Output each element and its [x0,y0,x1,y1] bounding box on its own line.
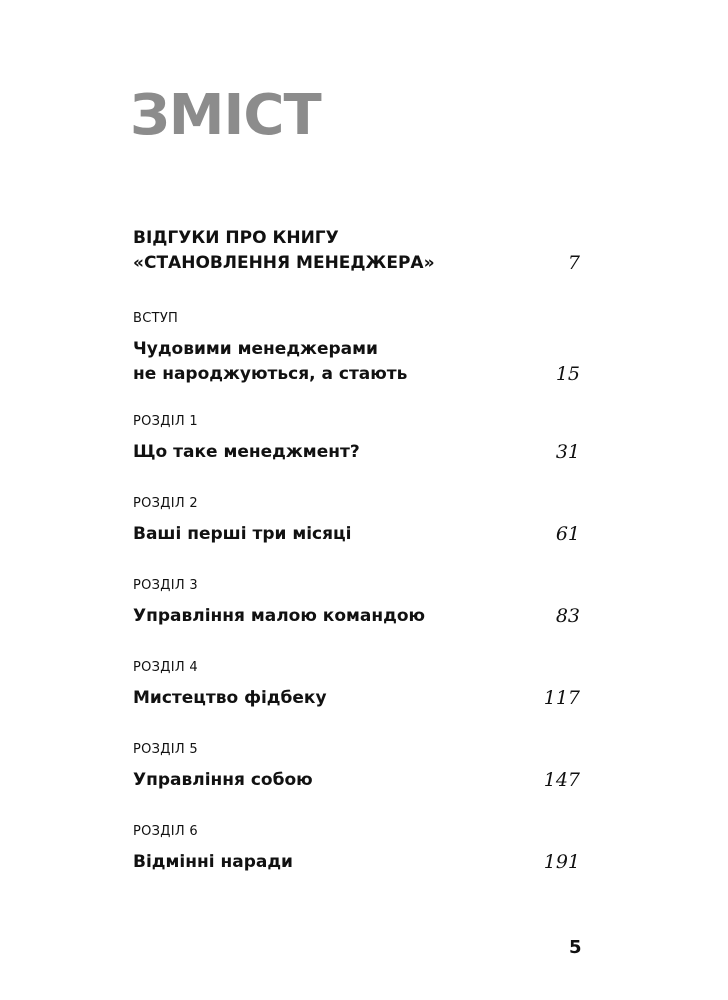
toc-entry-label: ВСТУП [133,311,179,326]
toc-page-number: 61 [555,523,580,545]
toc-entry-heading-line: Ваші перші три місяці [133,524,352,544]
page-folio-number: 5 [569,937,582,958]
toc-page-number: 31 [555,441,580,463]
toc-entry-intro[interactable] [133,312,580,387]
toc-entry-row [133,522,580,547]
toc-page-number: 147 [543,769,580,791]
toc-page-number: 83 [555,605,580,627]
toc-entry-heading-line: Що таке менеджмент? [133,442,360,462]
toc-entry-row [133,440,580,465]
toc-entry-row [133,337,580,387]
toc-entry-chapter-6[interactable] [133,825,580,875]
toc-page-number: 7 [567,252,580,274]
toc-entry-heading [133,686,327,711]
toc-entry-chapter-4[interactable] [133,661,580,711]
toc-entry-chapter-2[interactable] [133,497,580,547]
toc-entry-label: РОЗДІЛ 2 [133,496,198,511]
toc-entry-heading-line: Відмінні наради [133,852,293,872]
toc-entry-label: РОЗДІЛ 3 [133,578,198,593]
toc-entry-heading [133,604,425,629]
toc-entry-row [133,768,580,793]
toc-entry-heading-line: ВІДГУКИ ПРО КНИГУ [133,228,339,248]
toc-entry-chapter-5[interactable] [133,743,580,793]
toc-entry-heading-line: Мистецтво фідбеку [133,688,327,708]
toc-entry-heading-line: «СТАНОВЛЕННЯ МЕНЕДЖЕРА» [133,253,435,273]
toc-entry-heading [133,768,313,793]
toc-entry-chapter-3[interactable] [133,579,580,629]
toc-entry-label: РОЗДІЛ 4 [133,660,198,675]
toc-entry-row [133,226,580,276]
toc-page-number: 117 [543,687,580,709]
toc-entry-row [133,850,580,875]
toc-entry-row [133,686,580,711]
toc-entry-label: РОЗДІЛ 1 [133,414,198,429]
toc-page-number: 191 [543,851,580,873]
page-title: ЗМІСТ [130,83,321,148]
toc-entry-heading [133,522,351,547]
toc-entry-heading [133,226,435,276]
toc-entry-heading-line: Чудовими менеджерами [133,339,378,359]
toc-entry-heading-line: Управління собою [133,770,313,790]
toc-entry-heading [133,337,407,387]
toc-entry-label: РОЗДІЛ 6 [133,824,198,839]
toc-entry-label: РОЗДІЛ 5 [133,742,198,757]
toc-entry-heading [133,850,293,875]
toc-entry-heading-line: не народжуються, а стають [133,364,408,384]
toc-entry-heading-line: Управління малою командою [133,606,426,626]
toc-page-number: 15 [555,363,580,385]
toc-entry-reviews[interactable] [133,226,580,276]
toc-entry-chapter-1[interactable] [133,415,580,465]
toc-entry-heading [133,440,360,465]
toc-entry-row [133,604,580,629]
